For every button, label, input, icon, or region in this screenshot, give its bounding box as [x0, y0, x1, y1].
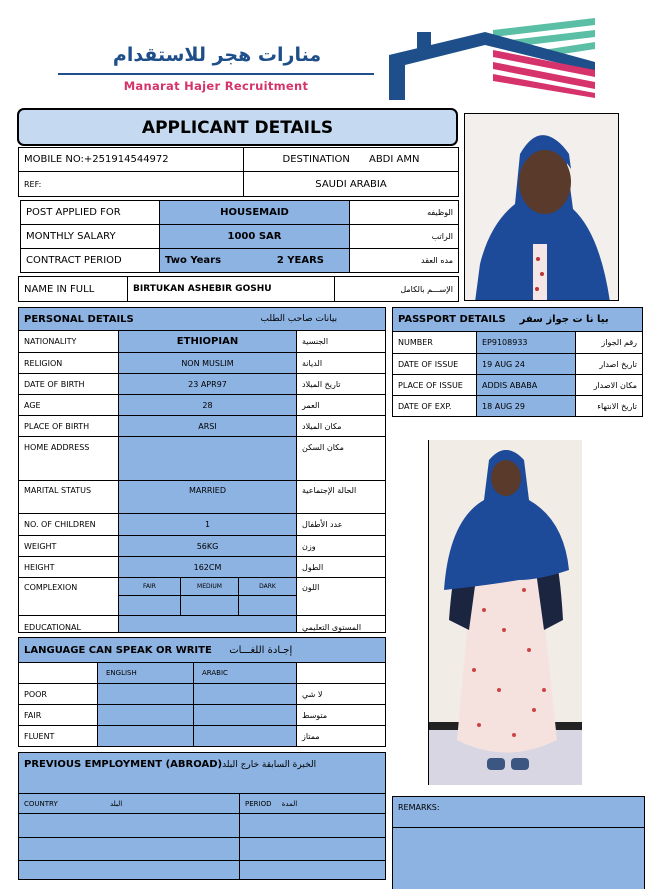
passport-number-value: EP9108933: [477, 332, 576, 354]
weight-value: 56KG: [119, 536, 297, 557]
language-empty-cell-right: [297, 663, 386, 684]
language-level-label: POOR: [19, 684, 98, 705]
employment-period-cell[interactable]: [240, 838, 386, 861]
employment-period-header: [240, 794, 386, 814]
employment-row: [19, 814, 386, 838]
address-label-ar: مكان السكن: [297, 437, 386, 481]
job-row-contract: [21, 249, 459, 273]
full-body-photo-image: [429, 440, 582, 785]
personal-row: [19, 331, 386, 353]
passport-number-label-ar: رقم الجواز: [576, 332, 643, 354]
passport-row: [393, 375, 643, 396]
employment-country-header: [19, 794, 240, 814]
dob-value: 23 APR97: [119, 374, 297, 395]
passport-header: [393, 308, 643, 332]
complexion-fair-value[interactable]: [119, 596, 181, 616]
english-poor-cell[interactable]: [98, 684, 194, 705]
logo-divider: [58, 73, 374, 75]
portrait-photo-image: [465, 114, 619, 301]
country-label-ar: البلد: [109, 799, 123, 808]
marital-label-ar: الحالة الإجتماعية: [297, 481, 386, 514]
marital-label: MARITAL STATUS: [19, 481, 119, 514]
pob-label: PLACE OF BIRTH: [19, 416, 119, 437]
destination-agent: ABDI AMN: [368, 154, 420, 165]
issue-place-label: PLACE OF ISSUE: [393, 375, 477, 396]
children-value: 1: [119, 514, 297, 536]
issue-date-label-ar: تاريخ اصدار: [576, 354, 643, 375]
pob-value: ARSI: [119, 416, 297, 437]
english-fair-cell[interactable]: [98, 705, 194, 726]
personal-row: [19, 395, 386, 416]
issue-place-label-ar: مكان الاصدار: [576, 375, 643, 396]
arabic-fluent-cell[interactable]: [194, 726, 297, 747]
personal-row: [19, 536, 386, 557]
mobile-number: MOBILE NO:+251914544972: [19, 148, 244, 172]
period-label: PERIOD: [245, 799, 272, 808]
passport-number-label: NUMBER: [393, 332, 477, 354]
language-level-label-ar: ممتاز: [297, 726, 386, 747]
education-row: [19, 616, 386, 633]
contract-value: [160, 249, 350, 273]
personal-row: [19, 481, 386, 514]
weight-label-ar: وزن: [297, 536, 386, 557]
expiry-date-label: DATE OF EXP.: [393, 396, 477, 417]
employment-header: [19, 753, 386, 794]
education-label-ar: المستوى التعليمي: [297, 616, 386, 633]
language-level-label: FLUENT: [19, 726, 98, 747]
employment-row: [19, 838, 386, 861]
personal-row: [19, 374, 386, 395]
logo-english-name: Manarat Hajer Recruitment: [123, 79, 309, 93]
education-value: [119, 616, 297, 633]
address-label: HOME ADDRESS: [19, 437, 119, 481]
language-col-arabic: ARABIC: [194, 663, 297, 684]
employment-title-en: PREVIOUS EMPLOYMENT (ABROAD): [24, 759, 223, 770]
language-level-label-ar: متوسط: [297, 705, 386, 726]
religion-label-ar: الديانة: [297, 353, 386, 374]
post-label-ar: الوظيفه: [350, 201, 459, 225]
language-columns: [19, 663, 386, 684]
passport-row: [393, 354, 643, 375]
contract-label-ar: مده العقد: [350, 249, 459, 273]
company-logo: [385, 10, 600, 100]
language-empty-cell: [19, 663, 98, 684]
name-table: [18, 276, 459, 302]
arabic-poor-cell[interactable]: [194, 684, 297, 705]
employment-period-cell[interactable]: [240, 814, 386, 838]
employment-country-cell[interactable]: [19, 814, 240, 838]
marital-value: MARRIED: [119, 481, 297, 514]
height-label-ar: الطول: [297, 557, 386, 578]
language-title-en: LANGUAGE CAN SPEAK OR WRITE: [24, 644, 212, 656]
job-row-salary: [21, 225, 459, 249]
complexion-option-fair[interactable]: FAIR: [119, 578, 181, 596]
previous-employment-table: [18, 752, 386, 880]
employment-country-cell[interactable]: [19, 861, 240, 880]
weight-label: WEIGHT: [19, 536, 119, 557]
complexion-dark-value[interactable]: [239, 596, 297, 616]
passport-title: [393, 308, 643, 332]
employment-columns: [19, 794, 386, 814]
salary-label: MONTHLY SALARY: [21, 225, 160, 249]
passport-title-ar: بيا نا ت جواز سفر: [519, 314, 609, 325]
passport-title-en: PASSPORT DETAILS: [398, 314, 506, 325]
language-row-poor: [19, 684, 386, 705]
height-value: 162CM: [119, 557, 297, 578]
destination-cell: [244, 148, 459, 172]
salary-label-ar: الراتب: [350, 225, 459, 249]
personal-row: [19, 514, 386, 536]
ref-label: REF:: [19, 172, 244, 197]
language-row-fluent: [19, 726, 386, 747]
pob-label-ar: مكان الميلاد: [297, 416, 386, 437]
language-title-ar: إجـادة اللغـــات: [229, 644, 293, 656]
issue-date-label: DATE OF ISSUE: [393, 354, 477, 375]
personal-details-table: [18, 307, 386, 633]
language-title: [19, 638, 386, 663]
english-fluent-cell[interactable]: [98, 726, 194, 747]
full-name: BIRTUKAN ASHEBIR GOSHU: [128, 277, 335, 302]
religion-label: RELIGION: [19, 353, 119, 374]
personal-row: [19, 557, 386, 578]
header-table: [18, 147, 459, 197]
destination-country: SAUDI ARABIA: [244, 172, 459, 197]
personal-details-header: [19, 308, 386, 331]
name-label: NAME IN FULL: [19, 277, 128, 302]
remarks-table: [392, 796, 645, 889]
language-col-english: ENGLISH: [98, 663, 194, 684]
issue-date-value: 19 AUG 24: [477, 354, 576, 375]
language-header: [19, 638, 386, 663]
complexion-medium-value[interactable]: [181, 596, 239, 616]
nationality-value: ETHIOPIAN: [119, 331, 297, 353]
applicant-portrait-photo: [464, 113, 619, 301]
passport-row: [393, 332, 643, 354]
employment-title-ar: الخبرة السابقة خارج البلد: [222, 760, 317, 770]
dob-label: DATE OF BIRTH: [19, 374, 119, 395]
complexion-label: COMPLEXION: [19, 578, 119, 616]
language-level-label-ar: لا شي: [297, 684, 386, 705]
passport-row: [393, 396, 643, 417]
personal-details-title: PERSONAL DETAILS: [19, 308, 181, 331]
contract-value-years: 2 YEARS: [276, 255, 324, 266]
address-value: [119, 437, 297, 481]
applicant-full-body-photo: [428, 440, 582, 785]
expiry-date-value: 18 AUG 29: [477, 396, 576, 417]
nationality-label: NATIONALITY: [19, 331, 119, 353]
employment-row: [19, 861, 386, 880]
complexion-row: [19, 578, 386, 596]
age-label: AGE: [19, 395, 119, 416]
job-table: [20, 200, 459, 273]
children-label: NO. OF CHILDREN: [19, 514, 119, 536]
education-label: EDUCATIONAL: [19, 616, 119, 633]
issue-place-value: ADDIS ABABA: [477, 375, 576, 396]
complexion-option-dark[interactable]: DARK: [239, 578, 297, 596]
expiry-date-label-ar: تاريخ الانتهاء: [576, 396, 643, 417]
country-label: COUNTRY: [24, 799, 58, 808]
employment-title: [19, 753, 386, 794]
language-table: [18, 637, 386, 747]
contract-label: CONTRACT PERIOD: [21, 249, 160, 273]
passport-details-table: [392, 307, 643, 417]
personal-row: [19, 437, 386, 481]
personal-row: [19, 353, 386, 374]
age-value: 28: [119, 395, 297, 416]
religion-value: NON MUSLIM: [119, 353, 297, 374]
post-label: POST APPLIED FOR: [21, 201, 160, 225]
remarks-label: REMARKS:: [393, 797, 645, 828]
dob-label-ar: تاريخ الميلاد: [297, 374, 386, 395]
logo-arabic-name: منارات هجر للاستقدام: [112, 44, 322, 66]
destination-label: DESTINATION: [282, 154, 350, 165]
name-label-ar: الإســـم بالكامل: [335, 277, 459, 302]
employment-country-cell[interactable]: [19, 838, 240, 861]
complexion-label-ar: اللون: [297, 578, 386, 616]
remarks-field[interactable]: [393, 828, 645, 889]
nationality-label-ar: الجنسية: [297, 331, 386, 353]
personal-row: [19, 416, 386, 437]
contract-value-text: Two Years: [165, 255, 222, 266]
post-value: HOUSEMAID: [160, 201, 350, 225]
personal-details-title-ar: بيانات صاحب الطلب: [181, 308, 386, 331]
house-logo-icon: [385, 10, 600, 100]
period-label-ar: المدة: [281, 799, 298, 808]
arabic-fair-cell[interactable]: [194, 705, 297, 726]
children-label-ar: عدد الأطفال: [297, 514, 386, 536]
page-title: APPLICANT DETAILS: [17, 108, 458, 146]
salary-value: 1000 SAR: [160, 225, 350, 249]
language-level-label: FAIR: [19, 705, 98, 726]
age-label-ar: العمر: [297, 395, 386, 416]
job-row-post: [21, 201, 459, 225]
complexion-option-medium[interactable]: MEDIUM: [181, 578, 239, 596]
height-label: HEIGHT: [19, 557, 119, 578]
employment-period-cell[interactable]: [240, 861, 386, 880]
language-row-fair: [19, 705, 386, 726]
